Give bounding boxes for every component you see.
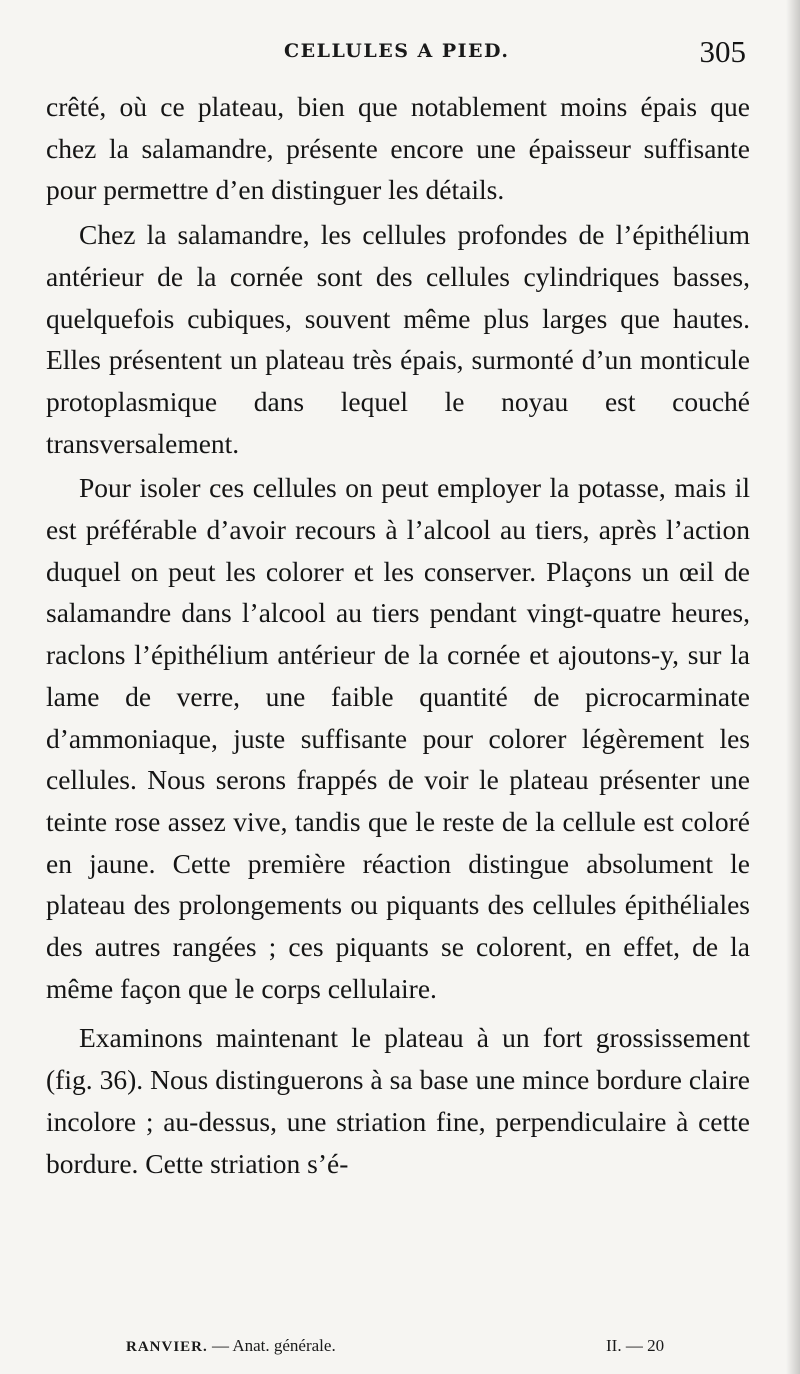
footer-citation — [126, 1336, 336, 1356]
page-edge-shadow — [786, 0, 800, 1374]
running-title: CELLULES A PIED. — [284, 40, 510, 62]
paragraph-salamander-cells: Chez la salamandre, les cellules profondes de l’épithélium antérieur de la cornée sont des cellules cylindriques basses, quelquefois cubiques, souvent même plus larges que hautes. Elles présentent un plateau très épais, surmonté d’un monticule protoplasmique dans lequel le noyau est couché transversalement. — [46, 219, 750, 459]
footer-signature: II. — 20 — [606, 1336, 665, 1355]
paragraph-isolation-method: Pour isoler ces cellules on peut employer la potasse, mais il est préférable d’avoir recours à l’alcool au tiers, après l’action duquel on peut les colorer et les conserver. Plaçons un œil de salamandre dans l’alcool au tiers pendant vingt-quatre heures, raclons l’épithélium antérieur de la cornée et ajoutons-y, sur la lame de verre, une faible quantité de picrocarminate d’ammoniaque, juste suffisante pour colorer légèrement les cellules. Nous serons frappés de voir le plateau présenter une teinte rose assez vive, tandis que le reste de la cellule est coloré en jaune. Cette première réaction distingue absolument le plateau des prolongements ou piquants des cellules épithéliales des autres rangées ; ces piquants se colorent, en effet, de la même façon que le corps cellulaire. — [46, 472, 750, 1004]
page-header — [0, 30, 800, 74]
page-number: 305 — [699, 34, 746, 69]
footer-author: RANVIER. — [126, 1339, 208, 1355]
page-footer — [0, 1336, 800, 1366]
body-text — [46, 86, 750, 1184]
paragraph-continuation: crêté, où ce plateau, bien que notablement moins épais que chez la salamandre, présente encore une épaisseur suffisante pour permettre d’en distinguer les détails. — [46, 91, 750, 206]
paragraph-examination: Examinons maintenant le plateau à un fort grossissement (fig. 36). Nous distinguerons à sa base une mince bordure claire incolore ; au-dessus, une striation fine, perpendiculaire à cette bordure. Cette striation s’é- — [46, 1022, 750, 1179]
footer-work: — Anat. générale. — [207, 1336, 336, 1355]
